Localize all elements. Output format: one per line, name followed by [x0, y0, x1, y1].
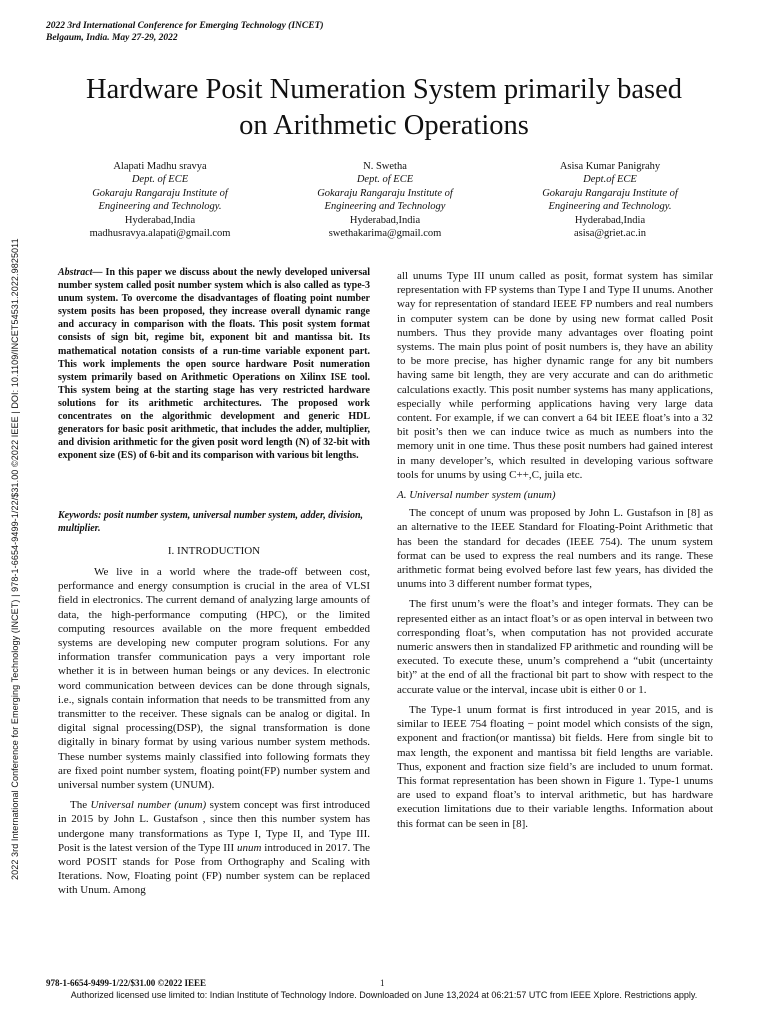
author-city: Hyderabad,India [574, 214, 646, 226]
abstract-label: Abstract— [58, 267, 103, 278]
title-line-2: on Arithmetic Operations [239, 110, 529, 141]
author-institute-2: Engineering and Technology. [98, 201, 222, 213]
keywords-label: Keywords: [58, 510, 102, 521]
author-city: Hyderabad,India [349, 214, 421, 226]
right-paragraph-3: The Type-1 unum format is first introduced in year 2015, and is similar to IEEE 754 floating − point model which consists of the sign, exponent and fraction(or mantissa) bit fields. Here from single bit to max length, the exponent and mantissa bit field lengths are variable. Thus, exponent and fraction size field’s are included to unum format. This format representation has been shown in Figure 1. Type-1 unums are used to expand float’s to interval arithmetic, but has hardware execution limitations due to their variable lengths. Information about this format can be seen in [8]. [397, 703, 713, 830]
text-run-italic: unum [237, 841, 262, 854]
conference-location: Belgaum, India. May 27-29, 2022 [46, 33, 178, 43]
keywords [58, 509, 370, 535]
author-institute: Gokaraju Rangaraju Institute of [92, 187, 228, 199]
author-email[interactable]: madhusravya.alapati@gmail.com [89, 228, 231, 240]
right-paragraph-0: all unums Type III unum called as posit, format system has similar representation with FP systems than Type I and Type II unums. Another way for representation of standard IEEE FP numbers and real numbers in computer system can be done by using new format called Posit numbers. Thus they provide many advantages over floating point systems. The main plus point of posit numbers is, they have an ability to be more precise, has higher dynamic range for any bit numbers having same bit length, they are very accurate and can do arithmetic calculations exactly. This posit number systems has many applications, especially while performing applications having very large data content. For example, if we can convert a 64 bit IEEE float’s into a 32 bit posit’s then we can induce twice as much as numbers into the memory unit in one time. Thus these posit numbers had gained interest in many developer’s, which resulted in developing various software tools for unums by using C++,C, juila etc. [397, 270, 713, 481]
title-line-1: Hardware Posit Numeration System primarily based [86, 74, 682, 105]
keywords-text: posit number system, universal number system, adder, division, multiplier. [58, 510, 364, 535]
author-block-2 [285, 160, 485, 240]
page-number: 1 [380, 978, 385, 988]
paper-title [20, 72, 748, 144]
right-paragraph-1: The concept of unum was proposed by John L. Gustafson in [8] as an alternative to the IEEE Standard for Floating-Point Arithmetic that has been the standard for decades (IEEE 754). The unum system format can be used to express the real numbers and its range. These arithmetic format being evolved before last few years, has divided the unums into 3 different number format types, [397, 507, 713, 591]
text-run: system concept was first introduced in 2015 by John L. Gustafson , since then this number system has undergone many transformations as Type I, Type II, and Type III. Posit is the latest version of the Type III [58, 799, 370, 854]
doi-sidebar: 2022 3rd International Conference for Emerging Technology (INCET) | 978-1-6654-9499-1/22/$31.00 ©2022 IEEE | DOI: 10.1109/INCET54531.2022.9825011 [10, 238, 20, 880]
author-email[interactable]: swethakarima@gmail.com [328, 228, 442, 240]
author-institute: Gokaraju Rangaraju Institute of [542, 187, 678, 199]
subsection-heading: A. Universal number system (unum) [397, 489, 556, 502]
author-name: N. Swetha [363, 161, 407, 172]
author-dept: Dept. of ECE [356, 174, 414, 186]
license-notice: Authorized licensed use limited to: Indian Institute of Technology Indore. Downloaded on June 13,2024 at 06:21:57 UTC from IEEE Xplore. Restrictions apply. [70, 990, 698, 1000]
author-city: Hyderabad,India [124, 214, 196, 226]
left-column [58, 565, 370, 904]
author-block-3 [510, 160, 710, 240]
author-institute: Gokaraju Rangaraju Institute of [317, 187, 453, 199]
author-institute-2: Engineering and Technology [324, 201, 446, 213]
author-name: Alapati Madhu sravya [113, 161, 207, 172]
text-run: The [70, 799, 91, 812]
author-block-1 [60, 160, 260, 240]
author-dept: Dept. of ECE [131, 174, 189, 186]
author-dept: Dept.of ECE [583, 174, 637, 186]
intro-paragraph-1: We live in a world where the trade-off between cost, performance and energy consumption is crucial in the area of VLSI field in electronics. The current demand of analyzing large amounts of data, the high-performance computing (HPC), or the limited computing resources available on the more frequent embedded systems are developing new computer program solutions. For any information transfer communication pays a very important role whether it is in between human beings or any devices. In electronic word communication between devices can be done through signals, i.e., signals contain information that needs to be transmitted from any transmitter to the receiver. These signals can be analog or digital. In digital signal processing(DSP), the signal transformation is done digitally in binary format by using various number system methods. These number systems mainly classified into following formats they are fixed point number system, floating point(FP) number system and universal number system (UNUM). [58, 566, 370, 792]
text-run-italic: Universal number (unum) [90, 799, 207, 812]
right-column [397, 269, 713, 837]
right-paragraph-2: The first unum’s were the float’s and integer formats. They can be represented either as an intact float’s or as open interval in between two corresponding float’s, when computation has not provided accurate numeric answers then in standalized FP arithmetic and rounding will be executed. To execute these, unum’s comprehend a “ubit (uncertainty bit)” at the end of all the fractional bit part to show with respect to the accurate value or the interval, incase ubit is either 0 or 1. [397, 598, 713, 696]
abstract-text: In this paper we discuss about the newly developed universal number system called posit number system which is also called as type-3 unum system. To overcome the disadvantages of floating point number system posits has been proposed, they increase overall dynamic range and accuracy in comparison with the floats. This posit system format consists of sign bit, regime bit, exponent bit and mantissa bit. Its mathematical notation consists of a run-time variable exponent part. This work implements the open source hardware Posit numeration system primarily based on Arithmetic Operations on Xilinx ISE tool. This system being at the starting stage has very restricted hardware solutions for its arithmetic architectures. The proposed work concentrates on the algorithmic development and generic HDL generators for basic posit arithmetic, that includes the adder, multiplier, and division arithmetic for the given posit word length (N) of 32-bit with exponent size (ES) of 6-bit and its comparison with various bit lengths. [58, 267, 370, 462]
conference-header [46, 20, 324, 44]
text-run: introduced in 2017. The word POSIT stands for Pose from Orthography and Scaling with Iterations. Now, Floating point (FP) number system can be replaced with Unum. Among [58, 841, 371, 897]
conference-name: 2022 3rd International Conference for Emerging Technology (INCET) [46, 21, 324, 31]
footer-isbn: 978-1-6654-9499-1/22/$31.00 ©2022 IEEE [46, 978, 206, 988]
author-name: Asisa Kumar Panigrahy [559, 161, 661, 172]
section-heading-introduction: I. INTRODUCTION [167, 545, 261, 557]
author-institute-2: Engineering and Technology. [548, 201, 672, 213]
intro-paragraph-2 [58, 798, 370, 897]
author-email[interactable]: asisa@griet.ac.in [573, 228, 647, 240]
abstract [58, 266, 370, 462]
